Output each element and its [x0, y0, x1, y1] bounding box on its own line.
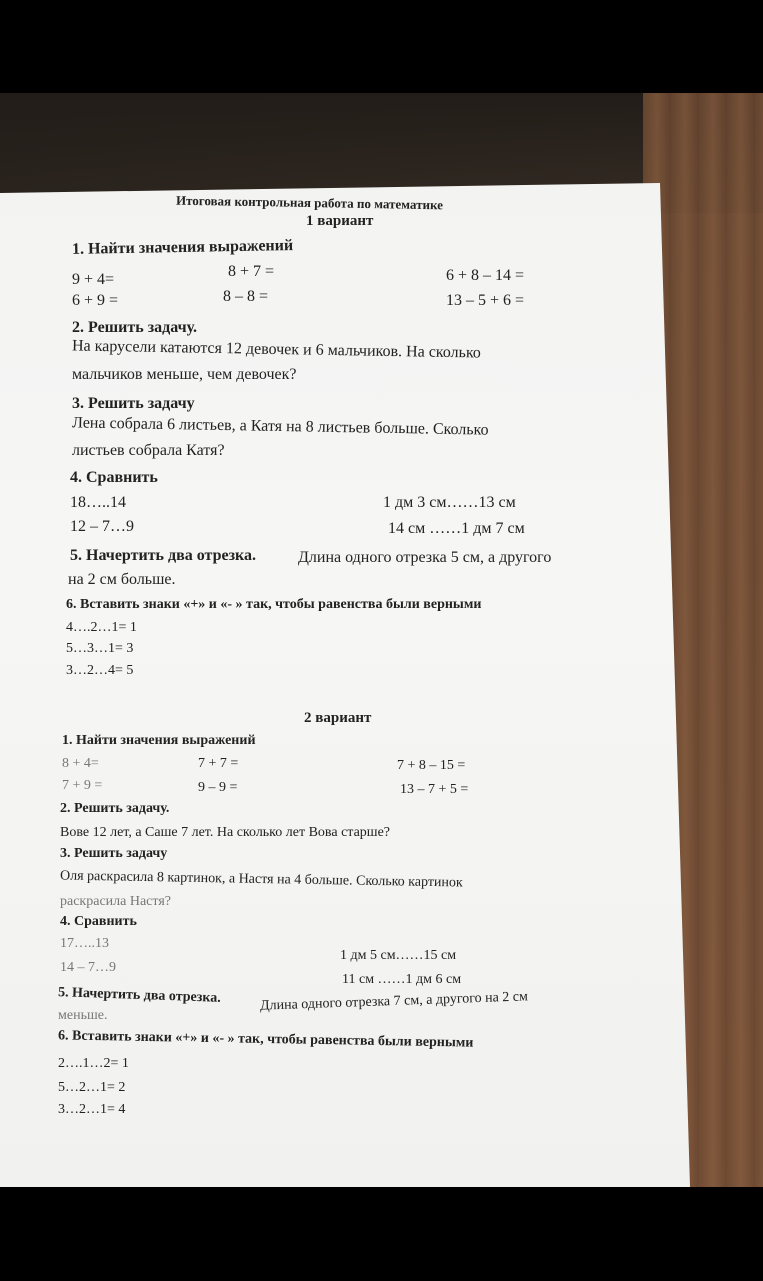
v2-expr-1: 8 + 4=	[62, 756, 99, 771]
v1-task2-line2: мальчиков меньше, чем девочек?	[72, 366, 297, 383]
v2-task3-line2: раскрасила Настя?	[60, 894, 171, 909]
v2-expr-5: 9 – 9 =	[198, 780, 238, 795]
v1-task3-title: 3. Решить задачу	[72, 395, 195, 412]
v2-task1-title: 1. Найти значения выражений	[62, 733, 256, 748]
v2-compare-1: 17…..13	[60, 936, 109, 951]
v2-row-1: 2….1…2= 1	[58, 1056, 129, 1071]
v1-task2-line1: На карусели катаются 12 девочек и 6 мальчиков. На сколько	[71, 337, 482, 362]
v1-task5-line1: Длина одного отрезка 5 см, а другого	[298, 549, 552, 566]
v2-row-2: 5…2…1= 2	[58, 1080, 126, 1095]
v1-row-2: 5…3…1= 3	[66, 641, 134, 656]
v1-row-3: 3…2…4= 5	[66, 663, 134, 678]
v1-task1-title: 1. Найти значения выражений	[71, 237, 294, 258]
v1-expr-5: 8 – 8 =	[223, 288, 269, 305]
v2-task3-title: 3. Решить задачу	[60, 846, 168, 861]
v1-task5-title: 5. Начертить два отрезка.	[70, 547, 256, 564]
v1-expr-1: 9 + 4=	[72, 271, 115, 288]
variant-2-heading: 2 вариант	[304, 710, 372, 726]
v2-expr-6: 13 – 7 + 5 =	[400, 782, 469, 797]
v2-expr-2: 7 + 7 =	[198, 756, 239, 771]
v1-expr-4: 6 + 9 =	[72, 292, 119, 309]
v1-expr-6: 13 – 5 + 6 =	[446, 292, 525, 309]
doc-title: Итоговая контрольная работа по математике	[175, 192, 444, 213]
v2-expr-4: 7 + 9 =	[62, 778, 103, 793]
v2-task2-line1: Вове 12 лет, а Саше 7 лет. На сколько лет Вова старше?	[60, 825, 390, 840]
v2-task6-title: 6. Вставить знаки «+» и «- » так, чтобы равенства были верными	[57, 1028, 474, 1051]
v1-compare-1: 18…..14	[70, 494, 126, 511]
v2-task4-title: 4. Сравнить	[60, 914, 137, 929]
v1-task6-title: 6. Вставить знаки «+» и «- » так, чтобы равенства были верными	[66, 597, 482, 612]
v1-expr-2: 8 + 7 =	[228, 263, 275, 280]
v1-task3-line2: листьев собрала Катя?	[72, 442, 225, 459]
v1-expr-3: 6 + 8 – 14 =	[446, 267, 525, 284]
v2-task2-title: 2. Решить задачу.	[60, 801, 170, 816]
v2-task5-line1: Длина одного отрезка 7 см, а другого на 2 см	[259, 989, 529, 1014]
v1-compare-4: 14 см ……1 дм 7 см	[388, 520, 525, 537]
v1-row-1: 4….2…1= 1	[66, 620, 137, 635]
v2-compare-2: 1 дм 5 см……15 см	[340, 948, 457, 963]
v1-task3-line1: Лена собрала 6 листьев, а Катя на 8 листьев больше. Сколько	[71, 414, 489, 439]
v2-expr-3: 7 + 8 – 15 =	[397, 758, 466, 773]
v1-task2-title: 2. Решить задачу.	[72, 319, 198, 336]
v2-compare-4: 11 см ……1 дм 6 см	[342, 972, 462, 987]
v1-compare-2: 1 дм 3 см……13 см	[383, 494, 516, 511]
v2-task5-line2: меньше.	[58, 1008, 108, 1023]
v2-task5-title: 5. Начертить два отрезка.	[57, 985, 221, 1006]
v2-row-3: 3…2…1= 4	[58, 1102, 126, 1117]
v1-task5-line2: на 2 см больше.	[68, 571, 176, 588]
v2-compare-3: 14 – 7…9	[60, 960, 116, 975]
v1-compare-3: 12 – 7…9	[70, 518, 134, 535]
v2-task3-line1: Оля раскрасила 8 картинок, а Настя на 4 больше. Сколько картинок	[59, 868, 463, 891]
v1-task4-title: 4. Сравнить	[70, 469, 158, 486]
variant-1-heading: 1 вариант	[306, 213, 374, 229]
